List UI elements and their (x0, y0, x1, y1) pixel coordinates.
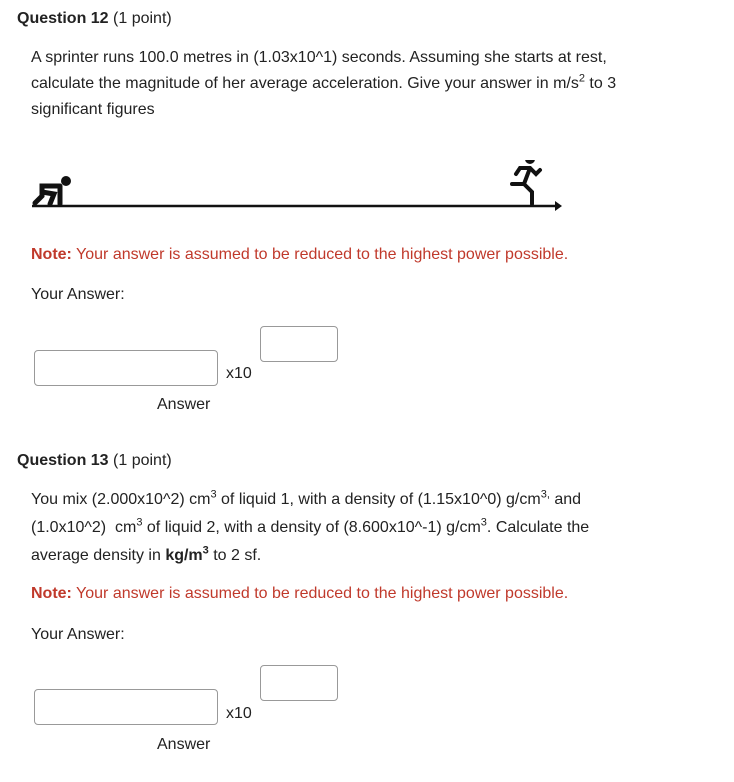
question-title: Question 13 (17, 452, 109, 469)
text-line (31, 514, 691, 542)
question-12-heading (17, 10, 172, 28)
text-line (31, 71, 691, 97)
text-line: significant figures (31, 101, 155, 118)
answer-mantissa-input[interactable] (34, 350, 218, 386)
text-line (31, 486, 691, 514)
question-points: (1 point) (113, 452, 172, 469)
text-line: A sprinter runs 100.0 metres in (1.03x10^1) seconds. Assuming she starts at rest, (31, 49, 607, 66)
superscript: 3 (480, 516, 487, 529)
superscript: 3, (540, 488, 550, 501)
your-answer-label: Your Answer: (31, 626, 125, 643)
text: of liquid 1, with a density of (1.15x10^0) g/cm (216, 491, 541, 508)
note (31, 246, 568, 264)
text: to 3 (584, 75, 617, 92)
note (31, 585, 568, 603)
text: and (549, 491, 582, 508)
superscript: 3 (202, 544, 209, 557)
times-ten-label: x10 (226, 705, 252, 722)
superscript: 3 (210, 488, 217, 501)
question-13-text (31, 486, 691, 570)
note-text: Your answer is assumed to be reduced to the highest power possible. (71, 585, 569, 602)
superscript: 3 (136, 516, 143, 529)
text-line (31, 542, 691, 570)
your-answer-label: Your Answer: (31, 286, 125, 303)
note-label: Note: (31, 585, 72, 602)
sprinter-diagram (30, 160, 565, 212)
question-12-text (31, 45, 691, 123)
text: . Calculate the (486, 519, 590, 536)
text: average density in (31, 547, 166, 564)
note-text: Your answer is assumed to be reduced to the highest power possible. (71, 246, 569, 263)
running-person-icon (512, 160, 540, 204)
answer-exponent-input[interactable] (260, 326, 338, 362)
times-ten-label: x10 (226, 365, 252, 382)
note-label: Note: (31, 246, 72, 263)
arrow-head-icon (555, 201, 562, 211)
answer-exponent-input[interactable] (260, 665, 338, 701)
bold-unit: kg/m (165, 547, 203, 564)
text: (1.0x10^2) cm (31, 519, 137, 536)
question-points: (1 point) (113, 10, 172, 27)
answer-caption: Answer (157, 736, 211, 753)
question-title: Question 12 (17, 10, 109, 27)
question-13-heading (17, 452, 172, 470)
superscript: 2 (578, 72, 585, 85)
text: of liquid 2, with a density of (8.600x10^-1) g/cm (142, 519, 481, 536)
text: You mix (2.000x10^2) cm (31, 491, 211, 508)
answer-caption: Answer (157, 396, 211, 413)
text: to 2 sf. (208, 547, 262, 564)
answer-mantissa-input[interactable] (34, 689, 218, 725)
text: calculate the magnitude of her average acceleration. Give your answer in m/s (31, 75, 579, 92)
crouching-runner-icon (35, 176, 71, 204)
